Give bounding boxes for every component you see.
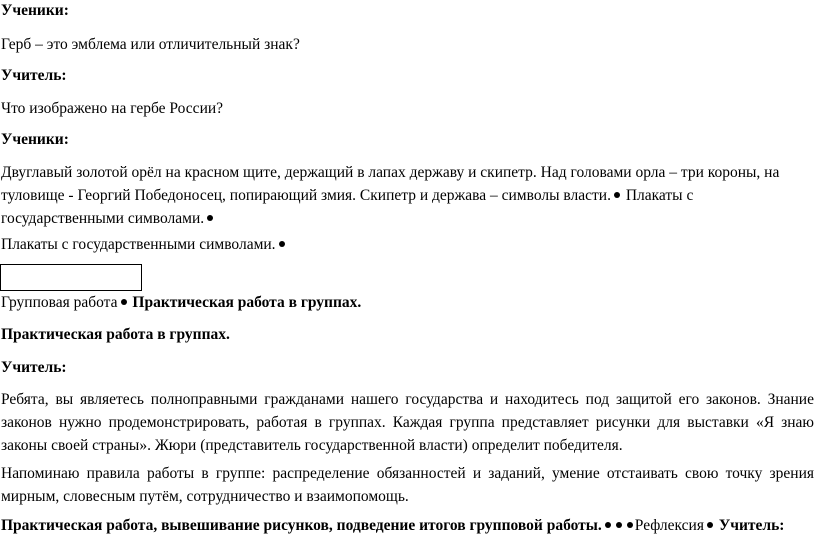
speaker-teacher-3: Учитель: — [718, 517, 785, 534]
speaker-teacher-2: Учитель: — [1, 359, 67, 376]
bullet-icon — [207, 215, 213, 221]
paragraph-teacher-instructions: Ребята, вы являетесь полноправными гражданами нашего государства и находитесь под защитой его законов. Знание законов нужно продемонстрировать, работая в группах. Каждая группа представляет рисунки для выставки «Я знаю законы своей страны». Жюри (представитель государственной власти) определит победителя. — [1, 391, 814, 454]
posters-text-inline: Плакаты с государственными символами. — [1, 187, 694, 227]
speaker-students-2: Ученики: — [1, 131, 69, 148]
paragraph-russia-coat-question: Что изображено на гербе России? — [1, 100, 224, 117]
paragraph-summary — [1, 514, 814, 537]
bullet-icon — [707, 522, 713, 528]
posters-text: Плакаты с государственными символами. — [1, 236, 276, 253]
heading-practical-work: Практическая работа в группах. — [1, 326, 230, 343]
summary-heading: Практическая работа, вывешивание рисунков, подведение итогов групповой работы. — [1, 517, 602, 534]
bullet-icon — [605, 522, 611, 528]
paragraph-coat-of-arms-question: Герб – это эмблема или отличительный знак? — [1, 36, 300, 53]
speaker-students-1: Ученики: — [1, 2, 69, 19]
paragraph-posters — [1, 233, 814, 256]
group-work-label: Групповая работа — [1, 294, 118, 311]
eagle-description-text: Двуглавый золотой орёл на красном щите, держащий в лапах державу и скипетр. Над головами орла – три короны, на туловище - Георгий Победоносец, попирающий змия. Скипетр и держава – символы власти. — [1, 164, 780, 204]
empty-frame-box — [0, 264, 142, 291]
reflection-label: Рефлексия — [634, 517, 704, 534]
bullet-icon — [627, 522, 633, 528]
bullet-icon — [616, 522, 622, 528]
paragraph-group-work — [1, 291, 814, 314]
bullet-icon — [121, 299, 127, 305]
practical-work-heading-inline: Практическая работа в группах. — [132, 294, 362, 311]
paragraph-group-rules: Напоминаю правила работы в группе: распределение обязанностей и заданий, умение отстаивать свою точку зрения мирным, словесным путём, сотрудничество и взаимопомощь. — [1, 465, 814, 505]
bullet-icon — [614, 192, 620, 198]
bullet-icon — [279, 241, 285, 247]
speaker-teacher-1: Учитель: — [1, 67, 67, 84]
paragraph-eagle-description — [1, 161, 814, 230]
